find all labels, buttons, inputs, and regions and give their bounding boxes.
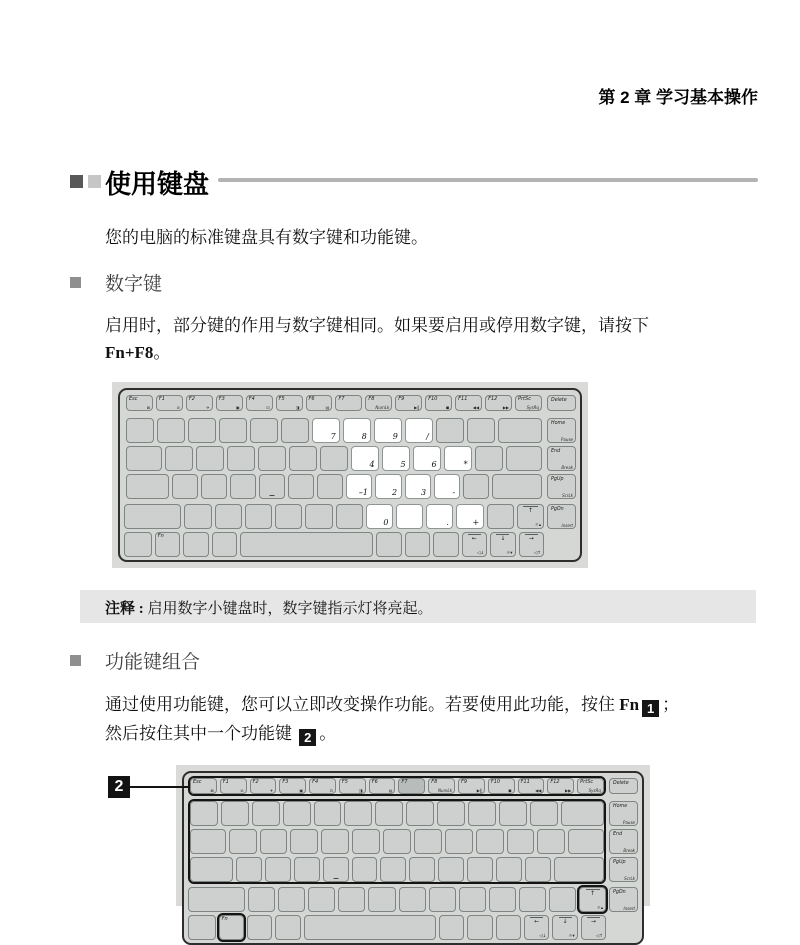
key-plain <box>126 446 162 471</box>
key-right: → ◁↑ <box>519 532 544 557</box>
key-plain: 5 <box>382 446 410 471</box>
section-marker-light-square <box>88 175 101 188</box>
key-row <box>188 915 606 940</box>
key-plain <box>561 801 604 826</box>
key-plain <box>236 857 262 882</box>
key-space <box>240 532 373 557</box>
key-plain <box>260 829 288 854</box>
key-pgdn: PgDn Insert <box>547 504 576 529</box>
key-plain <box>405 532 430 557</box>
key-plain <box>248 887 275 912</box>
key-plain <box>375 801 403 826</box>
key-plain <box>258 446 286 471</box>
key-plain <box>554 857 604 882</box>
key-f11: F11 ◀◀ <box>455 395 482 411</box>
key-esc: Esc ⊠ <box>190 778 217 794</box>
key-plain <box>190 857 233 882</box>
key-plain <box>414 829 442 854</box>
square-bullet-icon <box>70 655 81 666</box>
key-delete: Delete <box>547 395 576 411</box>
key-end: End Break <box>547 446 576 471</box>
key-plain: 6 <box>413 446 441 471</box>
key-row <box>190 801 604 826</box>
key-f9: F9 ▶‖ <box>395 395 422 411</box>
key-down: ↓ ☼▾ <box>552 915 577 940</box>
key-plain <box>275 915 300 940</box>
key-plain: 8 <box>343 418 371 443</box>
key-row <box>190 857 604 882</box>
key-row <box>124 532 544 557</box>
note-label: 注释 : <box>105 601 144 617</box>
section-rule <box>218 178 758 182</box>
letter-key-block <box>124 416 544 501</box>
numeric-keys-shortcut: Fn+F8 <box>105 343 154 362</box>
key-plain <box>352 857 378 882</box>
key-delete: Delete <box>609 778 638 794</box>
key-plain <box>190 829 226 854</box>
key-plain: 2 <box>375 474 401 499</box>
key-plain <box>188 915 216 940</box>
key-plain <box>259 474 285 499</box>
key-left: ← ◁↓ <box>524 915 549 940</box>
keyboard-figure-numeric <box>112 382 588 568</box>
key-plain <box>399 887 426 912</box>
key-down: ↓ ☼▾ <box>490 532 515 557</box>
key-pgup: PgUp ScrLk <box>609 857 638 882</box>
key-plain <box>489 887 516 912</box>
key-plain <box>568 829 604 854</box>
key-plain <box>265 857 291 882</box>
key-plain <box>467 915 492 940</box>
note-text: 启用数字小键盘时，数字键指示灯将亮起。 <box>143 601 433 617</box>
key-plain <box>215 504 242 529</box>
callout-badge-2: 2 <box>108 776 130 798</box>
key-plain <box>321 829 349 854</box>
side-key-column <box>547 393 576 557</box>
key-plain <box>184 504 211 529</box>
key-plain <box>317 474 343 499</box>
key-plain <box>433 532 458 557</box>
keyboard-figure-function-keys <box>176 765 650 939</box>
step-badge-1: 1 <box>642 700 659 717</box>
key-plain <box>126 474 169 499</box>
key-plain <box>506 446 542 471</box>
key-plain <box>245 504 272 529</box>
key-up: ↑ ☼▴ <box>517 504 544 529</box>
key-f1: F1 ⊘ <box>220 778 247 794</box>
letter-key-block <box>188 799 606 884</box>
key-plain <box>380 857 406 882</box>
key-plain <box>288 474 314 499</box>
square-bullet-icon <box>70 277 81 288</box>
key-row <box>126 446 542 471</box>
key-home: Home Pause <box>547 418 576 443</box>
key-plain <box>467 857 493 882</box>
key-plain: 7 <box>312 418 340 443</box>
key-plain <box>344 801 372 826</box>
key-right: → ◁↑ <box>581 915 606 940</box>
key-plain <box>507 829 535 854</box>
key-f10: F10 ◼ <box>425 395 452 411</box>
key-f2: F2 ✈ <box>186 395 213 411</box>
key-plain <box>492 474 542 499</box>
key-plain <box>183 532 208 557</box>
key-plain <box>188 887 245 912</box>
key-plain <box>252 801 280 826</box>
key-plain <box>336 504 363 529</box>
keyboard-illustration <box>182 771 644 945</box>
section-title-row <box>70 166 758 199</box>
key-plain <box>294 857 320 882</box>
key-row <box>190 778 604 794</box>
key-plain: - <box>434 474 460 499</box>
key-plain: . <box>426 504 453 529</box>
keyboard-main-block <box>188 776 606 940</box>
key-esc: Esc ⊠ <box>126 395 153 411</box>
key-plain <box>290 829 318 854</box>
numeric-keys-heading: 数字键 <box>105 274 163 295</box>
key-plain <box>475 446 503 471</box>
key-plain: * <box>444 446 472 471</box>
key-plain <box>275 504 302 529</box>
key-f5: F5 ◨ <box>339 778 366 794</box>
key-plain <box>250 418 278 443</box>
key-f11: F11 ◀◀ <box>518 778 545 794</box>
key-plain <box>396 504 423 529</box>
key-plain <box>281 418 309 443</box>
key-row <box>126 418 542 443</box>
key-plain <box>352 829 380 854</box>
key-plain <box>247 915 272 940</box>
key-plain: 0 <box>366 504 393 529</box>
key-space <box>304 915 437 940</box>
key-plain: 4 <box>351 446 379 471</box>
key-plain <box>476 829 504 854</box>
key-fn: Fn <box>219 915 244 940</box>
numeric-keys-paragraph <box>105 312 745 366</box>
key-plain <box>468 801 496 826</box>
key-pgup: PgUp ScrLk <box>547 474 576 499</box>
key-row <box>126 474 542 499</box>
intro-paragraph: 您的电脑的标准键盘具有数字键和功能键。 <box>105 228 428 247</box>
function-keys-line2-end: 。 <box>319 724 337 743</box>
key-plain <box>229 829 257 854</box>
key-plain <box>196 446 224 471</box>
key-plain <box>172 474 198 499</box>
numeric-keys-body: 启用时，部分键的作用与数字键相同。如果要启用或停用数字键，请按下 <box>105 316 649 335</box>
key-plain <box>439 915 464 940</box>
function-key-row <box>188 776 606 796</box>
key-home: Home Pause <box>609 801 638 826</box>
function-keys-line1: 通过使用功能键，您可以立即改变操作功能。若要使用此功能，按住 <box>105 695 620 714</box>
key-plain: + <box>456 504 483 529</box>
key-f3: F3 ▣ <box>216 395 243 411</box>
key-plain <box>499 801 527 826</box>
key-plain <box>124 532 152 557</box>
key-f10: F10 ◼ <box>488 778 515 794</box>
key-prtsc: PrtSc SysRq <box>515 395 542 411</box>
keyboard-main-block <box>124 393 544 557</box>
key-f1: F1 ⊘ <box>156 395 183 411</box>
home-bump-mark <box>333 878 338 880</box>
function-keys-paragraph <box>105 690 765 748</box>
key-plain <box>368 887 395 912</box>
key-fn: Fn <box>155 532 180 557</box>
key-row <box>126 395 542 411</box>
note-box <box>80 590 756 623</box>
key-row <box>188 887 606 912</box>
key-plain <box>409 857 435 882</box>
key-plain: 3 <box>405 474 431 499</box>
key-f4: F4 ⊡ <box>246 395 273 411</box>
section-marker-dark-square <box>70 175 83 188</box>
key-plain <box>463 474 489 499</box>
key-plain <box>406 801 434 826</box>
key-plain <box>221 801 249 826</box>
key-left: ← ◁↓ <box>462 532 487 557</box>
key-plain <box>188 418 216 443</box>
fn-key-label: Fn <box>619 695 640 714</box>
key-plain <box>376 532 401 557</box>
key-f7: F7 <box>398 778 425 794</box>
key-plain <box>124 504 181 529</box>
key-plain: 9 <box>374 418 402 443</box>
key-plain <box>383 829 411 854</box>
key-row <box>190 829 604 854</box>
key-f6: F6 ▤ <box>369 778 396 794</box>
key-plain <box>525 857 551 882</box>
key-plain <box>498 418 542 443</box>
key-plain <box>323 857 349 882</box>
key-plain <box>230 474 256 499</box>
chapter-header: 第 2 章 学习基本操作 <box>598 88 758 107</box>
key-f5: F5 ◨ <box>276 395 303 411</box>
home-bump-mark <box>270 495 275 497</box>
callout-leader-line <box>130 786 190 788</box>
numeric-keys-period: 。 <box>153 343 171 362</box>
key-plain <box>320 446 348 471</box>
key-plain <box>537 829 565 854</box>
key-plain <box>437 801 465 826</box>
key-plain <box>212 532 237 557</box>
key-plain <box>438 857 464 882</box>
key-plain <box>283 801 311 826</box>
key-plain <box>487 504 514 529</box>
key-plain <box>338 887 365 912</box>
key-prtsc: PrtSc SysRq <box>577 778 604 794</box>
key-up: ↑ ☼▴ <box>579 887 606 912</box>
function-keys-heading: 功能键组合 <box>105 652 201 673</box>
key-plain <box>126 418 154 443</box>
key-plain <box>165 446 193 471</box>
key-plain: –1 <box>346 474 372 499</box>
key-end: End Break <box>609 829 638 854</box>
key-f7: F7 <box>335 395 362 411</box>
key-plain <box>429 887 456 912</box>
key-pgdn: PgDn Insert <box>609 887 638 912</box>
key-plain <box>530 801 558 826</box>
key-plain <box>445 829 473 854</box>
key-f12: F12 ▶▶ <box>485 395 512 411</box>
key-f2: F2 ✈ <box>250 778 277 794</box>
key-plain <box>278 887 305 912</box>
key-plain: / <box>405 418 433 443</box>
key-plain <box>219 418 247 443</box>
key-plain <box>467 418 495 443</box>
key-plain <box>519 887 546 912</box>
key-f9: F9 ▶‖ <box>458 778 485 794</box>
section-title: 使用键盘 <box>105 169 210 199</box>
key-plain <box>496 915 521 940</box>
key-plain <box>305 504 332 529</box>
key-f8: F8 NumLk <box>365 395 392 411</box>
key-plain <box>308 887 335 912</box>
key-plain <box>227 446 255 471</box>
key-f12: F12 ▶▶ <box>547 778 574 794</box>
key-plain <box>549 887 576 912</box>
key-f6: F6 ▤ <box>306 395 333 411</box>
key-plain <box>314 801 342 826</box>
key-plain <box>201 474 227 499</box>
function-keys-line2: 然后按住其中一个功能键 <box>105 724 297 743</box>
key-plain <box>436 418 464 443</box>
key-f3: F3 ▣ <box>279 778 306 794</box>
key-plain <box>459 887 486 912</box>
key-plain <box>190 801 218 826</box>
key-f4: F4 ⊡ <box>309 778 336 794</box>
key-row <box>124 504 544 529</box>
key-plain <box>157 418 185 443</box>
key-plain <box>289 446 317 471</box>
step-badge-2: 2 <box>299 729 316 746</box>
key-f8: F8 NumLk <box>428 778 455 794</box>
key-plain <box>496 857 522 882</box>
function-keys-line1-end: ； <box>662 695 680 714</box>
keyboard-illustration <box>118 388 582 562</box>
function-key-row <box>124 393 544 413</box>
side-key-column <box>609 776 638 940</box>
